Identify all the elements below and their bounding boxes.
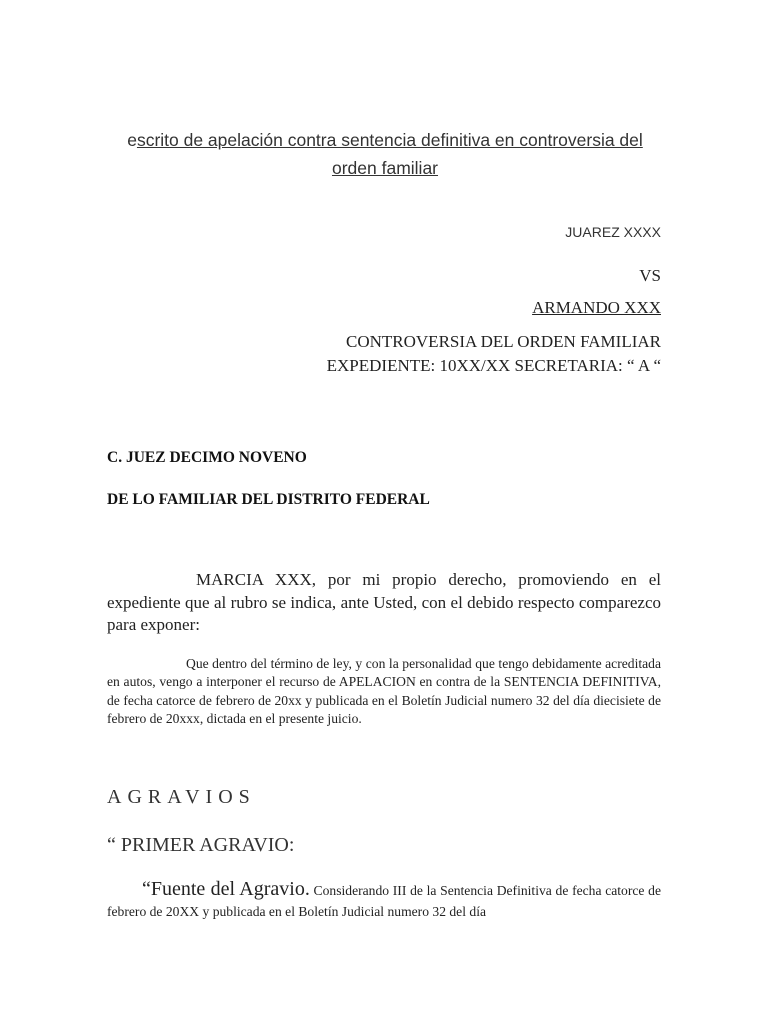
fuente-text: Considerando III de la Sentencia Definitiva de fecha catorce de febrero de 20XX y publicada en el Boletín Judicial numero 32 del día <box>107 883 661 919</box>
title-line1: scrito de apelación contra sentencia definitiva en controversia del <box>136 130 643 150</box>
defendant-name: ARMANDO XXX <box>532 298 661 317</box>
intro-paragraph: MARCIA XXX, por mi propio derecho, promoviendo en el expediente que al rubro se indica, ante Usted, con el debido respecto comparezco para exponer: <box>107 570 661 634</box>
versus-label: VS <box>639 266 661 285</box>
title-line2: orden familiar <box>331 158 439 178</box>
case-number: EXPEDIENTE: 10XX/XX SECRETARIA: “ A “ <box>326 356 661 375</box>
addressee-line1: C. JUEZ DECIMO NOVENO <box>107 449 307 466</box>
primer-agravio-heading: “ PRIMER AGRAVIO: <box>107 834 295 856</box>
fuente-paragraph <box>107 879 661 922</box>
addressee-line2: DE LO FAMILIAR DEL DISTRITO FEDERAL <box>107 491 430 508</box>
actor-name: JUAREZ XXXX <box>565 224 661 240</box>
document-title <box>100 126 670 182</box>
case-info <box>327 330 661 378</box>
title-prefix: e <box>127 130 137 150</box>
fuente-lead: “Fuente del Agravio. <box>142 878 310 900</box>
case-type: CONTROVERSIA DEL ORDEN FAMILIAR <box>346 332 661 351</box>
agravios-heading: AGRAVIOS <box>107 786 256 808</box>
appeal-paragraph: Que dentro del término de ley, y con la personalidad que tengo debidamente acreditada en autos, vengo a interponer el recurso de APELACION en contra de la SENTENCIA DEFINITIVA, de fecha catorce de febrero de 20xx y publicada en el Boletín Judicial numero 32 del día diecisiete de febrero de 20xxx, dictada en el presente juicio. <box>107 656 661 726</box>
